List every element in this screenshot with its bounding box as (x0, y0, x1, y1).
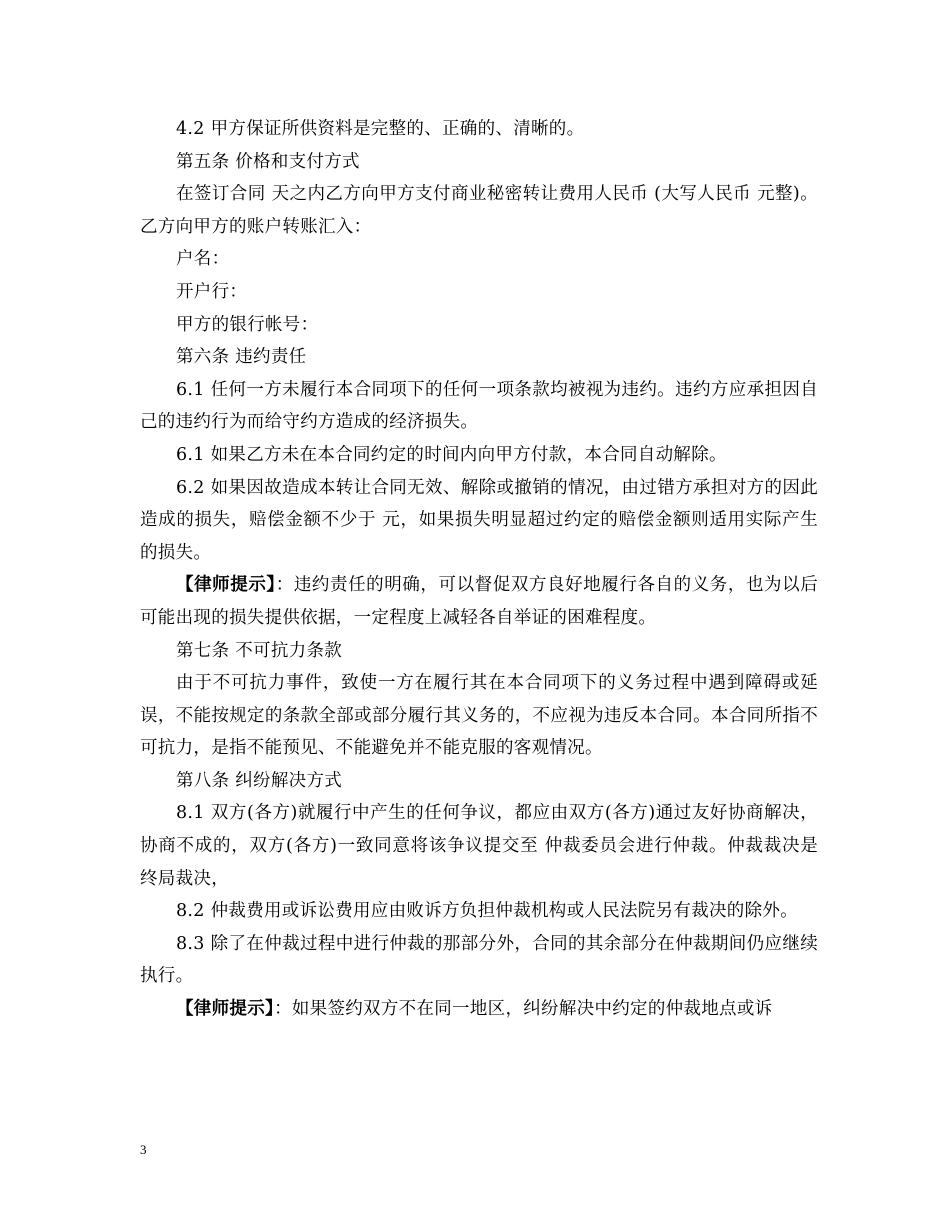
document-body (140, 113, 818, 1026)
clause-6-1-b: 6.1 如果乙方未在本合同约定的时间内向甲方付款，本合同自动解除。 (176, 444, 727, 465)
account-name-line: 户名： (176, 249, 230, 270)
lawyer-tip-label: 【律师提示】 (176, 999, 275, 1020)
clause-6-1-a: 6.1 任何一方未履行本合同项下的任何一项条款均被视为违约。违约方应承担因自己的违约行为而给守约方造成的经济损失。 (140, 379, 818, 433)
payment-paragraph: 在签订合同 天之内乙方向甲方支付商业秘密转让费用人民币 (大写人民币 元整)。乙方向甲方的账户转账汇入： (140, 184, 818, 237)
bank-line: 开户行： (176, 281, 248, 302)
article-8-heading: 第八条 纠纷解决方式 (176, 770, 343, 791)
article-5-heading: 第五条 价格和支付方式 (176, 151, 360, 172)
force-majeure-paragraph: 由于不可抗力事件，致使一方在履行其在本合同项下的义务过程中遇到障碍或延误，不能按规定的条款全部或部分履行其义务的，不应视为违反本合同。本合同所指不可抗力，是指不能预见、不能避免并不能克服的客观情况。 (140, 673, 818, 759)
clause-8-2: 8.2 仲裁费用或诉讼费用应由败诉方负担仲裁机构或人民法院另有裁决的除外。 (176, 901, 798, 922)
clause-8-3: 8.3 除了在仲裁过程中进行仲裁的那部分外，合同的其余部分在仲裁期间仍应继续执行。 (140, 933, 818, 987)
lawyer-tip-label: 【律师提示】 (176, 575, 276, 596)
article-6-heading: 第六条 违约责任 (176, 347, 307, 368)
account-number-line: 甲方的银行帐号： (176, 314, 319, 335)
page-number: 3 (140, 1142, 147, 1157)
article-7-heading: 第七条 不可抗力条款 (176, 640, 343, 661)
lawyer-tip-2 (140, 993, 818, 1026)
lawyer-tip-text: ：违约责任的明确，可以督促双方良好地履行各自的义务，也为以后可能出现的损失提供依据，一定程度上减轻各自举证的困难程度。 (140, 575, 818, 628)
clause-8-1: 8.1 双方(各方)就履行中产生的任何争议，都应由双方(各方)通过友好协商解决，协商不成的，双方(各方)一致同意将该争议提交至 仲裁委员会进行仲裁。仲裁裁决是终局裁决， (140, 803, 818, 889)
clause-4-2: 4.2 甲方保证所供资料是完整的、正确的、清晰的。 (176, 119, 585, 139)
clause-6-2: 6.2 如果因故造成本转让合同无效、解除或撤销的情况，由过错方承担对方的因此造成的损失，赔偿金额不少于 元，如果损失明显超过约定的赔偿金额则适用实际产生的损失。 (140, 477, 818, 563)
lawyer-tip-1 (140, 569, 818, 634)
lawyer-tip-text: ：如果签约双方不在同一地区，纠纷解决中约定的仲裁地点或诉 (274, 999, 773, 1020)
